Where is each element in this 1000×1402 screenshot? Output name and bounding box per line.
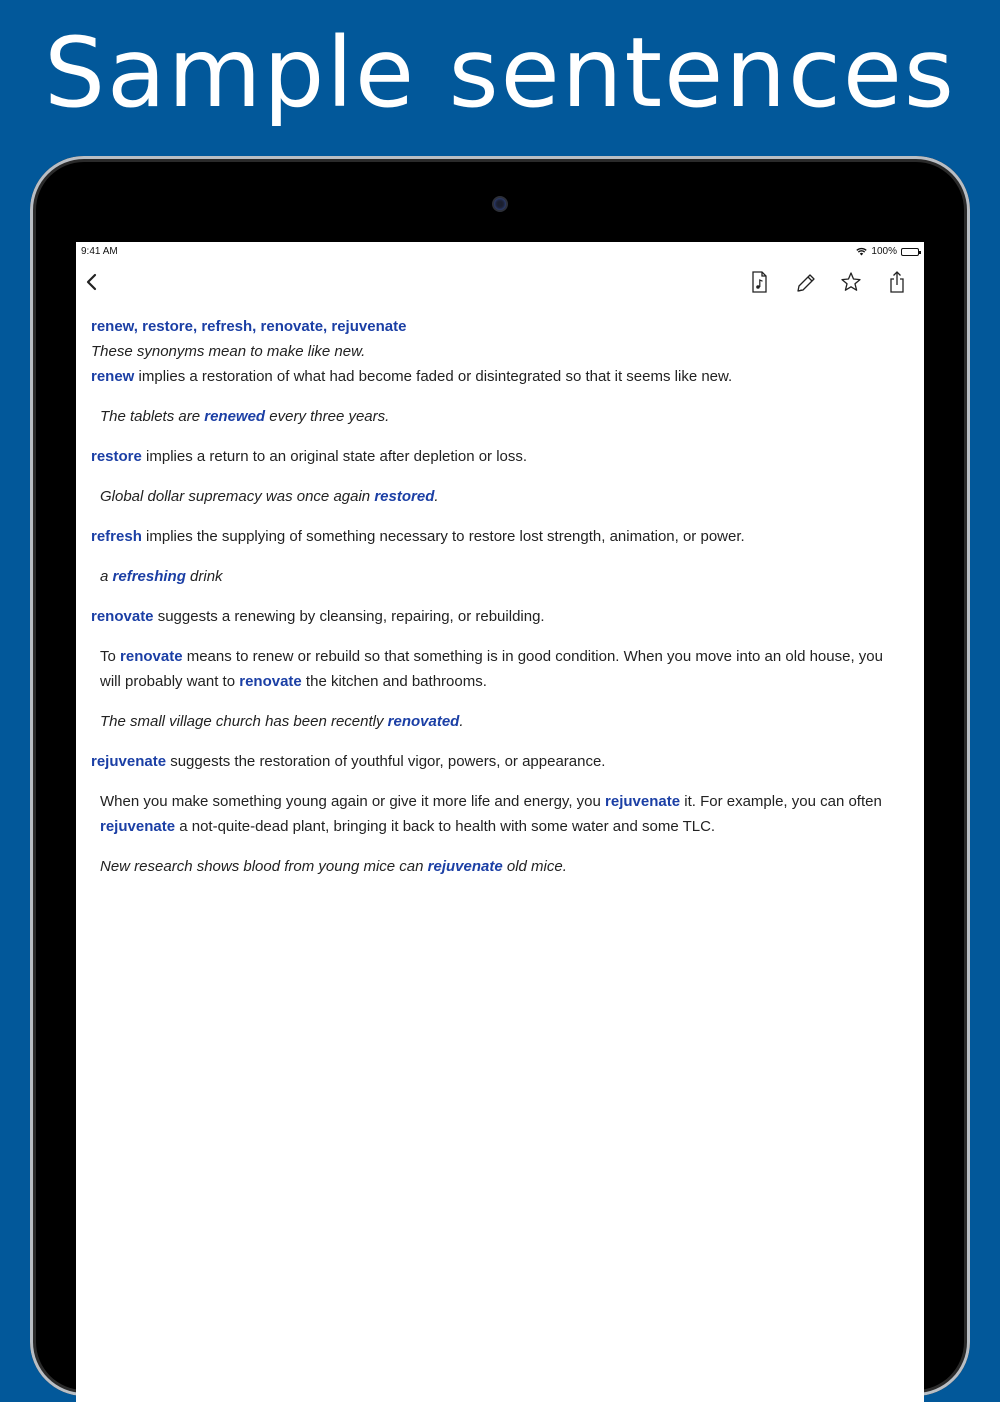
- status-time: 9:41 AM: [81, 246, 118, 257]
- keyword-link[interactable]: rejuvenate: [91, 753, 167, 770]
- wifi-icon: [856, 247, 867, 256]
- note-text: it. For example, you can often: [680, 793, 882, 810]
- audio-file-icon[interactable]: [746, 268, 772, 296]
- keyword-link[interactable]: refreshing: [112, 568, 186, 585]
- example-text: every three years.: [265, 408, 390, 425]
- example-text: a: [100, 568, 113, 585]
- keyword-link[interactable]: rejuvenate: [427, 858, 503, 875]
- tablet-frame: [30, 156, 970, 1396]
- definition-text: suggests the restoration of youthful vigor, powers, or appearance.: [166, 753, 606, 770]
- note-text: To: [100, 648, 121, 665]
- definition-renovate: [91, 604, 891, 629]
- example-text: The small village church has been recently: [100, 713, 388, 730]
- definition-renew: [91, 364, 891, 389]
- definition-text: implies the supplying of something necessary to restore lost strength, animation, or power.: [141, 528, 745, 545]
- definition-text: implies a return to an original state after depletion or loss.: [141, 448, 528, 465]
- battery-icon: [901, 248, 919, 256]
- star-icon[interactable]: [838, 268, 864, 296]
- camera-icon: [494, 198, 506, 210]
- keyword-link[interactable]: rejuvenate: [605, 793, 681, 810]
- example-refresh: [100, 564, 891, 589]
- status-right: [856, 246, 919, 257]
- chevron-left-icon[interactable]: [80, 268, 106, 296]
- note-text: the kitchen and bathrooms.: [301, 673, 487, 690]
- battery-percent: 100%: [871, 246, 897, 257]
- synonym-summary: These synonyms mean to make like new.: [91, 343, 366, 360]
- app-screen: [76, 242, 924, 1402]
- definition-text: implies a restoration of what had become faded or disintegrated so that it seems like new.: [134, 368, 733, 385]
- keyword-link[interactable]: renovate: [91, 608, 154, 625]
- share-icon[interactable]: [884, 268, 910, 296]
- keyword-link[interactable]: renovated: [387, 713, 460, 730]
- example-text: The tablets are: [100, 408, 205, 425]
- status-bar: [76, 242, 924, 262]
- keyword-link[interactable]: renewed: [204, 408, 266, 425]
- note-text: means to renew or rebuild so that something is in good condition. When you move into an old house, you will probably want to: [100, 648, 883, 690]
- example-rejuvenate: [100, 854, 891, 879]
- example-text: old mice.: [502, 858, 567, 875]
- example-text: New research shows blood from young mice can: [100, 858, 428, 875]
- note-text: a not-quite-dead plant, bringing it back to health with some water and some TLC.: [175, 818, 716, 835]
- note-rejuvenate: [100, 789, 891, 839]
- example-restore: [100, 484, 891, 509]
- example-text: .: [434, 488, 439, 505]
- definition-text: suggests a renewing by cleansing, repairing, or rebuilding.: [153, 608, 545, 625]
- keyword-link[interactable]: refresh: [91, 528, 142, 545]
- definition-refresh: [91, 524, 891, 549]
- keyword-link[interactable]: renovate: [120, 648, 183, 665]
- keyword-link[interactable]: renew: [91, 368, 135, 385]
- example-text: .: [459, 713, 464, 730]
- note-text: When you make something young again or give it more life and energy, you: [100, 793, 606, 810]
- keyword-link[interactable]: rejuvenate: [100, 818, 176, 835]
- keyword-link[interactable]: restore: [91, 448, 142, 465]
- note-renovate: [100, 644, 891, 694]
- pencil-icon[interactable]: [792, 268, 818, 296]
- example-text: drink: [185, 568, 223, 585]
- definition-restore: [91, 444, 891, 469]
- synonym-heading: renew, restore, refresh, renovate, rejuvenate: [91, 318, 407, 335]
- toolbar: [76, 264, 924, 304]
- example-renew: [100, 404, 891, 429]
- synonym-content: [91, 314, 891, 894]
- promo-headline: Sample sentences: [44, 17, 956, 129]
- example-text: Global dollar supremacy was once again: [100, 488, 375, 505]
- keyword-link[interactable]: renovate: [239, 673, 302, 690]
- definition-rejuvenate: [91, 749, 891, 774]
- keyword-link[interactable]: restored: [374, 488, 435, 505]
- example-renovate: [100, 709, 891, 734]
